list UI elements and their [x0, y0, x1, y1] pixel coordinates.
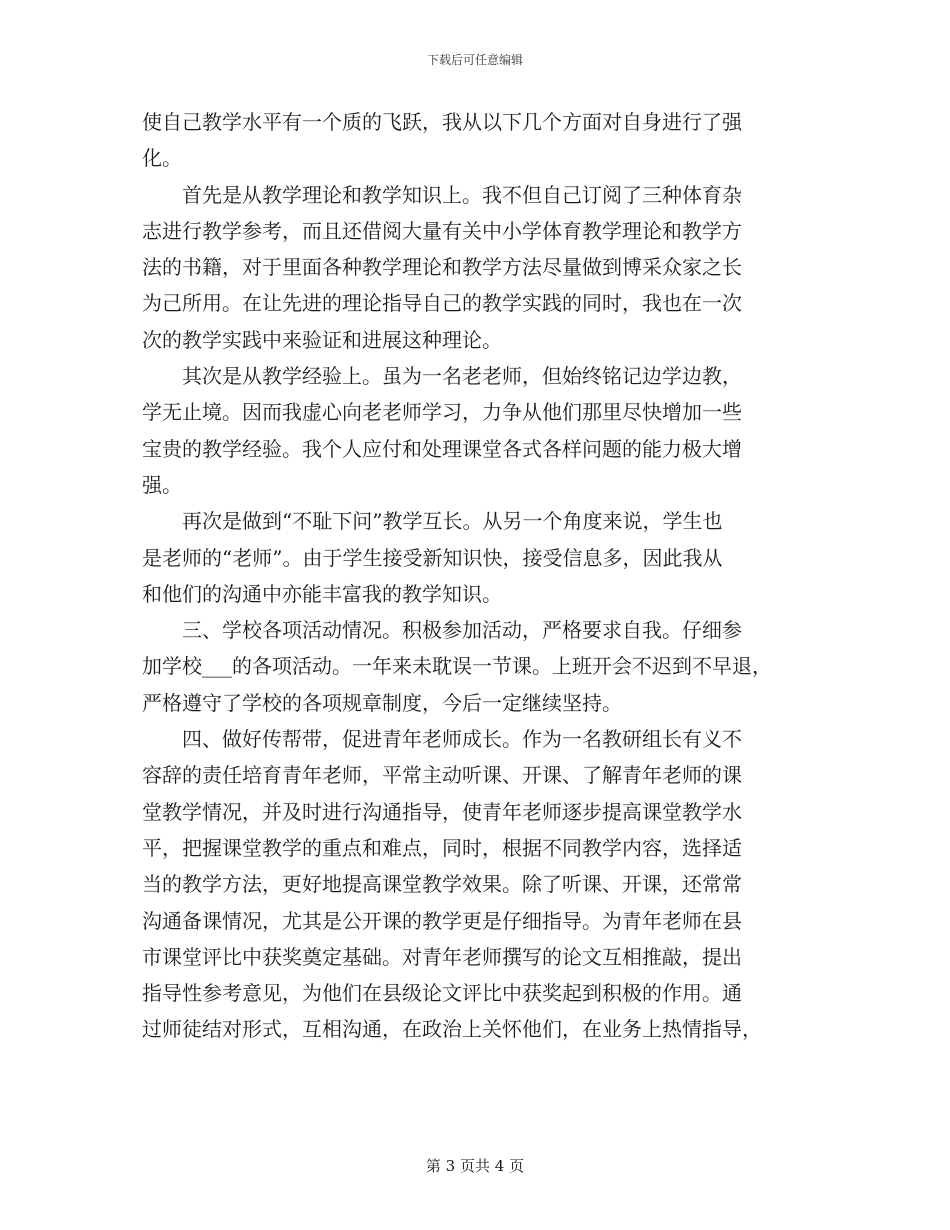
text-line: 四、做好传帮带，促进青年老师成长。作为一名教研组长有义不	[182, 727, 742, 752]
text-line: 堂教学情况，并及时进行沟通指导，使青年老师逐步提高课堂教学水	[142, 799, 742, 824]
text-line: 加学校___的各项活动。一年来未耽误一节课。上班开会不迟到不早退，	[142, 654, 772, 679]
text-line: 沟通备课情况，尤其是公开课的教学更是仔细指导。为青年老师在县	[142, 908, 742, 933]
text-line: 法的书籍，对于里面各种教学理论和教学方法尽量做到博采众家之长	[142, 255, 742, 280]
text-line: 使自己教学水平有一个质的飞跃，我从以下几个方面对自身进行了强	[142, 110, 742, 134]
text-line: 其次是从教学经验上。虽为一名老老师，但始终铭记边学边教，	[182, 364, 742, 389]
text-line: 市课堂评比中获奖奠定基础。对青年老师撰写的论文互相推敲，提出	[142, 944, 742, 969]
text-line: 强。	[142, 472, 182, 497]
text-line: 是老师的“老师”。由于学生接受新知识快，接受信息多，因此我从	[142, 545, 723, 570]
text-line: 学无止境。因而我虚心向老老师学习，力争从他们那里尽快增加一些	[142, 400, 742, 425]
text-line: 容辞的责任培育青年老师，平常主动听课、开课、了解青年老师的课	[142, 763, 742, 788]
text-line: 首先是从教学理论和教学知识上。我不但自己订阅了三种体育杂	[182, 182, 742, 207]
page-header: 下载后可任意编辑	[426, 53, 523, 67]
document-body	[142, 104, 812, 1048]
text-line: 严格遵守了学校的各项规章制度，今后一定继续坚持。	[142, 690, 622, 715]
text-line: 当的教学方法，更好地提高课堂教学效果。除了听课、开课，还常常	[142, 872, 742, 897]
text-line: 三、学校各项活动情况。积极参加活动，严格要求自我。仔细参	[182, 618, 742, 643]
text-line: 过师徒结对形式，互相沟通，在政治上关怀他们，在业务上热情指导，	[142, 1017, 762, 1042]
text-line: 为己所用。在让先进的理论指导自己的教学实践的同时，我也在一次	[142, 291, 742, 316]
text-line: 指导性参考意见，为他们在县级论文评比中获奖起到积极的作用。通	[142, 981, 742, 1006]
text-line: 和他们的沟通中亦能丰富我的教学知识。	[142, 581, 502, 606]
text-line: 次的教学实践中来验证和进展这种理论。	[142, 327, 502, 352]
text-line: 平，把握课堂教学的重点和难点，同时，根据不同教学内容，选择适	[142, 835, 742, 860]
text-line: 宝贵的教学经验。我个人应付和处理课堂各式各样问题的能力极大增	[142, 436, 742, 461]
text-line: 志进行教学参考，而且还借阅大量有关中小学体育教学理论和教学方	[142, 218, 742, 243]
text-line: 再次是做到“不耻下问”教学互长。从另一个角度来说，学生也	[182, 509, 723, 534]
text-line: 化。	[142, 146, 182, 171]
page-footer: 第 3 页共 4 页	[425, 1157, 525, 1175]
